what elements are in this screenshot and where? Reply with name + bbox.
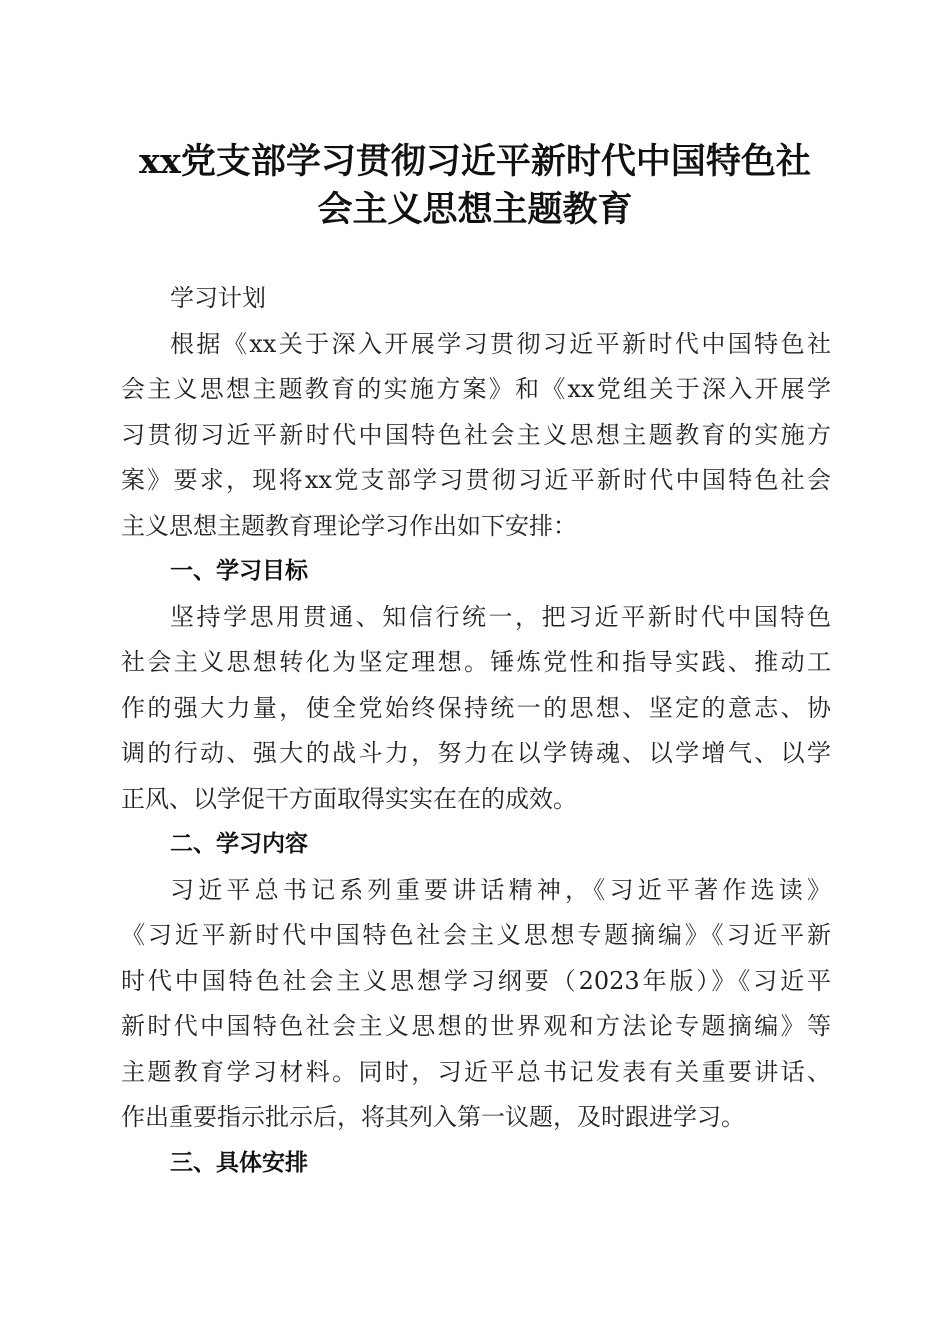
- title-line-1: xx党支部学习贯彻习近平新时代中国特色社: [139, 141, 811, 182]
- paragraph-line: 案》要求，现将xx党支部学习贯彻习近平新时代中国特色社会: [121, 466, 831, 494]
- paragraph-line: 社会主义思想转化为坚定理想。锤炼党性和指导实践、推动工: [121, 648, 831, 676]
- goals-paragraph: [121, 595, 831, 823]
- section-heading-arrangement: 三、具体安排: [170, 1149, 308, 1176]
- paragraph-line: 调的行动、强大的战斗力，努力在以学铸魂、以学增气、以学: [121, 739, 831, 767]
- document-title: [100, 138, 850, 234]
- paragraph-line: 作的强大力量，使全党始终保持统一的思想、坚定的意志、协: [121, 693, 831, 722]
- paragraph-line: 习近平总书记系列重要讲话精神，《习近平著作选读》: [170, 875, 831, 904]
- title-line-2: 会主义思想主题教育: [317, 189, 633, 230]
- subtitle: 学习计划: [170, 284, 266, 312]
- paragraph-line: 新时代中国特色社会主义思想的世界观和方法论专题摘编》等: [121, 1012, 831, 1040]
- paragraph-line: 根据《xx关于深入开展学习贯彻习近平新时代中国特色社: [170, 329, 831, 358]
- paragraph-line: 坚持学思用贯通、知信行统一，把习近平新时代中国特色: [170, 602, 831, 631]
- paragraph-line: 会主义思想主题教育的实施方案》和《xx党组关于深入开展学: [121, 375, 831, 403]
- section-heading-content: 二、学习内容: [170, 831, 308, 857]
- intro-paragraph: [121, 322, 831, 550]
- paragraph-line: 主题教育学习材料。同时，习近平总书记发表有关重要讲话、: [121, 1057, 831, 1086]
- paragraph-line: 《习近平新时代中国特色社会主义思想专题摘编》《习近平新: [121, 921, 831, 949]
- paragraph-line: 作出重要指示批示后，将其列入第一议题，及时跟进学习。: [121, 1103, 745, 1131]
- document-body: [121, 276, 831, 1186]
- content-paragraph: [121, 868, 831, 1141]
- paragraph-line: 主义思想主题教育理论学习作出如下安排：: [121, 511, 577, 540]
- section-heading-goals: 一、学习目标: [170, 558, 308, 584]
- paragraph-line: 习贯彻习近平新时代中国特色社会主义思想主题教育的实施方: [121, 420, 831, 449]
- paragraph-line: 时代中国特色社会主义思想学习纲要（2023年版）》《习近平: [121, 966, 831, 995]
- paragraph-line: 正风、以学促干方面取得实实在在的成效。: [121, 784, 577, 813]
